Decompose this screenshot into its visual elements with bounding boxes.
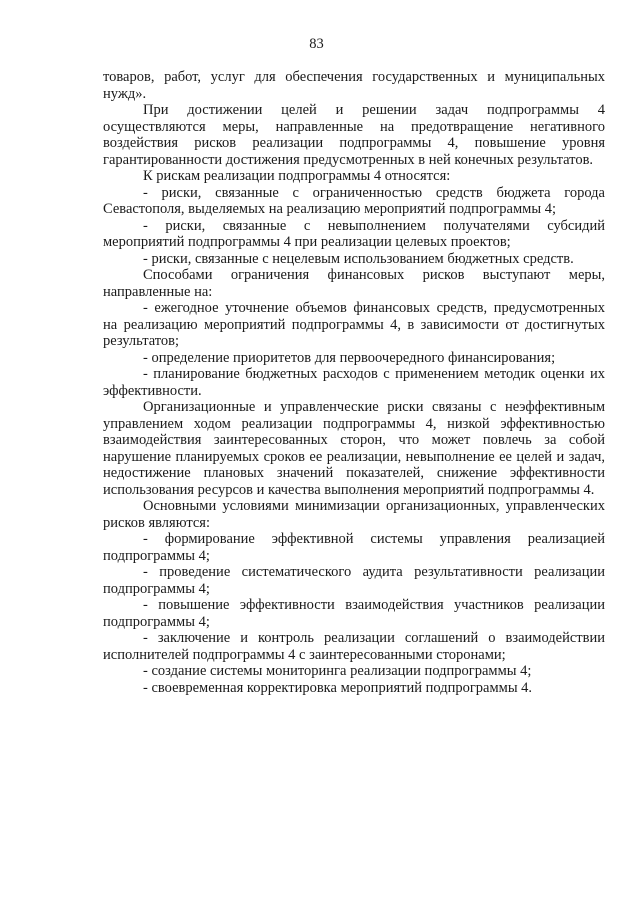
paragraph-financial-risk-methods: Способами ограничения финансовых рисков выступают меры, направленные на: (103, 267, 605, 300)
list-item-risk-budget: - риски, связанные с ограниченностью средств бюджета города Севастополя, выделяемых на реализацию мероприятий подпрограммы 4; (103, 184, 605, 217)
paragraph-organizational-risks: Организационные и управленческие риски связаны с неэффективным управлением ходом реализации подпрограммы 4, низкой эффективностью взаимодействия заинтересованных сторон, что может повлечь за собой нарушение планируемых сроков ее реализации, невыполнение ее целей и задач, недостижение плановых значений показателей, снижение эффективности использования ресурсов и качества выполнения мероприятий подпрограммы 4. (103, 399, 605, 498)
list-item-risk-subsidies: - риски, связанные с невыполнением получателями субсидий мероприятий подпрограммы 4 при реализации целевых проектов; (103, 217, 605, 250)
list-item-correction: - своевременная корректировка мероприятий подпрограммы 4. (143, 679, 533, 696)
list-item-monitoring: - создание системы мониторинга реализации подпрограммы 4; (143, 663, 532, 679)
paragraph-continuation: товаров, работ, услуг для обеспечения государственных и муниципальных нужд». (103, 69, 605, 102)
list-item-budget-planning: - планирование бюджетных расходов с применением методик оценки их эффективности. (103, 366, 605, 399)
paragraph-risk-measures: При достижении целей и решении задач подпрограммы 4 осуществляются меры, направленные на предотвращение негативного воздействия рисков реализации подпрограммы 4, повышение уровня гарантированности достижения предусмотренных в ней конечных результатов. (103, 102, 605, 168)
paragraph-minimization-conditions: Основными условиями минимизации организационных, управленческих рисков являются: (103, 498, 605, 531)
list-item-cooperation: - повышение эффективности взаимодействия участников реализации подпрограммы 4; (103, 597, 605, 630)
list-item-agreements: - заключение и контроль реализации соглашений о взаимодействии исполнителей подпрограммы 4 с заинтересованными сторонами; (103, 630, 605, 663)
page-number: 83 (309, 36, 324, 52)
list-item-priorities: - определение приоритетов для первоочередного финансирования; (143, 349, 556, 366)
document-body (103, 69, 605, 696)
paragraph-risks-intro: К рискам реализации подпрограммы 4 относятся: (143, 168, 451, 184)
list-item-audit: - проведение систематического аудита результативности реализации подпрограммы 4; (103, 564, 605, 597)
list-item-risk-misuse: - риски, связанные с нецелевым использованием бюджетных средств. (143, 250, 574, 267)
list-item-annual-adjustment: - ежегодное уточнение объемов финансовых средств, предусмотренных на реализацию мероприятий подпрограммы 4, в зависимости от достигнутых результатов; (103, 300, 605, 349)
list-item-management-system: - формирование эффективной системы управления реализацией подпрограммы 4; (103, 531, 605, 564)
